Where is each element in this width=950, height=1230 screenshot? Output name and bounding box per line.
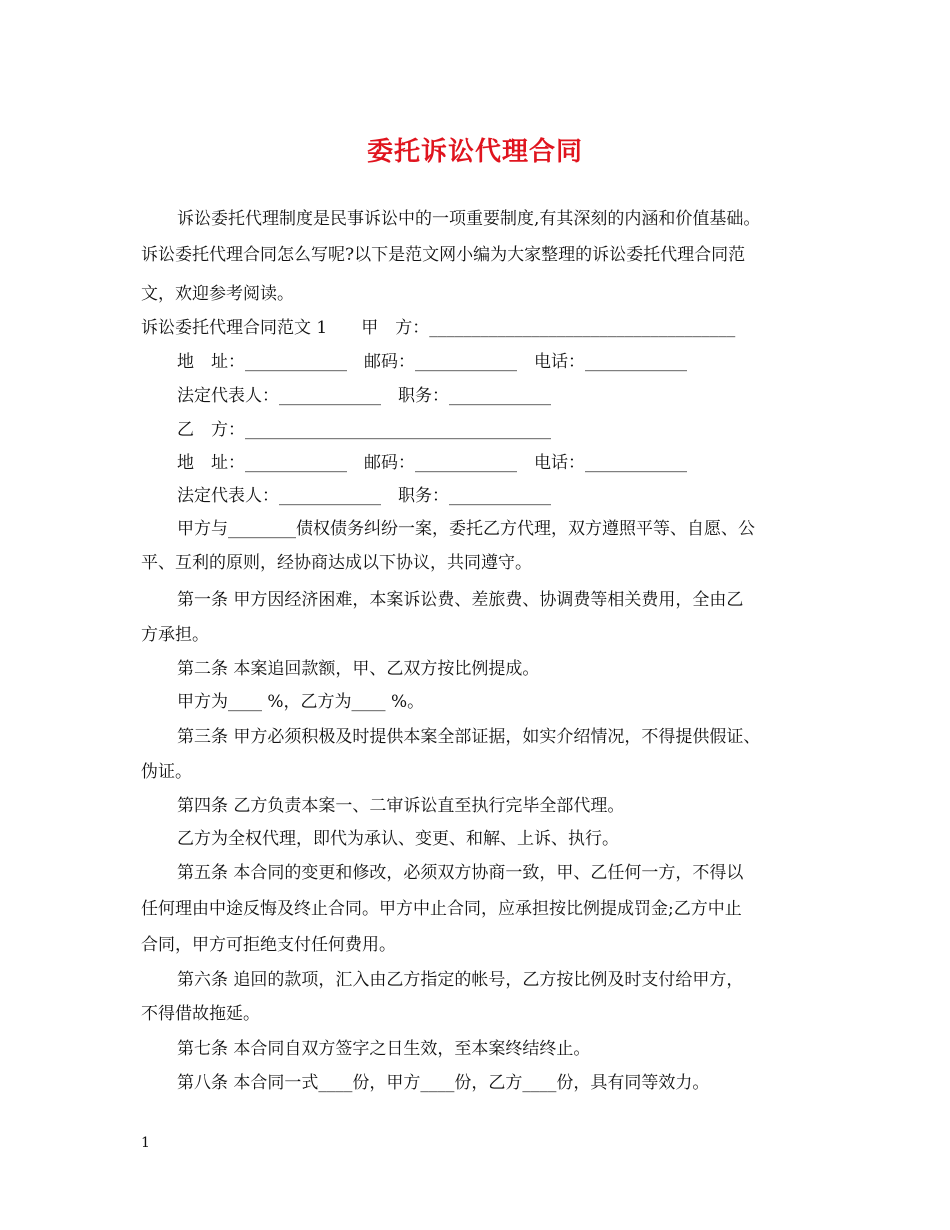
article-line: 第一条 甲方因经济困难，本案诉讼费、差旅费、协调费等相关费用，全由乙 [177,590,744,610]
paragraph-line: 平、互利的原则，经协商达成以下协议，共同遵守。 [141,553,532,573]
article-line: 第六条 追回的款项，汇入由乙方指定的帐号，乙方按比例及时支付给甲方， [177,970,744,990]
article-line: 第二条 本案追回款额，甲、乙双方按比例提成。 [177,659,540,679]
article-line: 方承担。 [141,625,209,645]
article-line: 第八条 本合同一式____份，甲方____份，乙方____份，具有同等效力。 [177,1073,710,1093]
article-line: 乙方为全权代理，即代为承认、变更、和解、上诉、执行。 [177,829,619,849]
paragraph-line: 诉讼委托代理制度是民事诉讼中的一项重要制度,有其深刻的内涵和价值基础。 [177,209,761,229]
article-line: 伪证。 [141,762,192,782]
form-field-line: 乙 方：____________________________________ [177,420,551,440]
paragraph-line: 文，欢迎参考阅读。 [141,284,294,304]
document-title: 委托诉讼代理合同 [366,137,583,167]
form-field-line: 地 址：____________ 邮码：____________ 电话：____________ [177,453,687,473]
article-line: 甲方为____ %，乙方为____ %。 [177,692,425,712]
article-line: 第三条 甲方必须积极及时提供本案全部证据，如实介绍情况，不得提供假证、 [177,727,761,747]
article-line: 不得借故拖延。 [141,1004,260,1024]
form-field-line: 地 址：____________ 邮码：____________ 电话：____________ [177,352,687,372]
article-line: 任何理由中途反悔及终止合同。甲方中止合同，应承担按比例提成罚金;乙方中止 [141,899,742,919]
article-line: 合同，甲方可拒绝支付任何费用。 [141,935,396,955]
article-line: 第四条 乙方负责本案一、二审诉讼直至执行完毕全部代理。 [177,796,625,816]
form-field-line: 法定代表人：____________ 职务：____________ [177,486,551,506]
paragraph-line: 诉讼委托代理合同范文 1 甲 方：____________________________________ [141,318,736,338]
article-line: 第五条 本合同的变更和修改，必须双方协商一致，甲、乙任何一方，不得以 [177,863,744,883]
page-number: 1 [141,1135,150,1151]
paragraph-line: 甲方与________债权债务纠纷一案，委托乙方代理，双方遵照平等、自愿、公 [177,519,755,539]
paragraph-line: 诉讼委托代理合同怎么写呢?以下是范文网小编为大家整理的诉讼委托代理合同范 [141,245,746,265]
form-field-line: 法定代表人：____________ 职务：____________ [177,386,551,406]
article-line: 第七条 本合同自双方签字之日生效，至本案终结终止。 [177,1039,591,1059]
